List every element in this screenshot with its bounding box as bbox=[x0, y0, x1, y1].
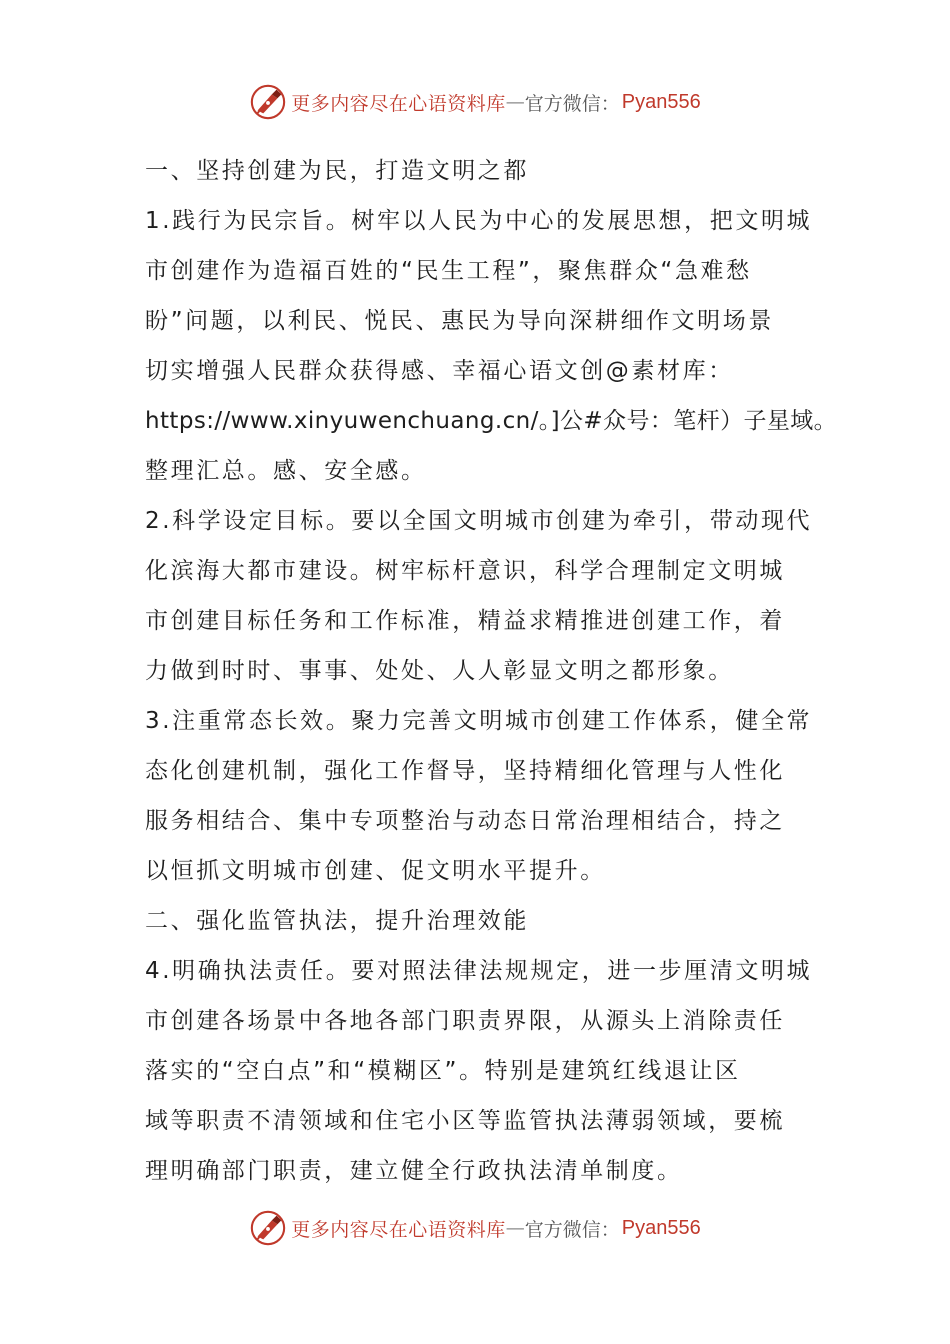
text-line: 化滨海大都市建设。树牢标杆意识，科学合理制定文明城 bbox=[145, 558, 785, 584]
banner-official-label: 官方微信： bbox=[524, 1218, 620, 1241]
text-line: 市创建作为造福百姓的“民生工程”，聚焦群众“急难愁 bbox=[145, 258, 752, 284]
text-line: 切实增强人民群众获得感、幸福心语文创@素材库： bbox=[145, 358, 734, 384]
text-line: 理明确部门职责，建立健全行政执法清单制度。 bbox=[145, 1158, 683, 1184]
text-line: 态化创建机制，强化工作督导，坚持精细化管理与人性化 bbox=[145, 758, 785, 784]
text-line: 落实的“空白点”和“模糊区”。特别是建筑红线退让区 bbox=[145, 1058, 741, 1084]
text-line: 以恒抓文明城市创建、促文明水平提升。 bbox=[145, 858, 606, 884]
text-line: 力做到时时、事事、处处、人人彰显文明之都形象。 bbox=[145, 658, 734, 684]
pen-nib-logo-icon bbox=[249, 1209, 287, 1247]
text-line: 盼”问题，以利民、悦民、惠民为导向深耕细作文明场景 bbox=[145, 308, 774, 334]
banner-dash: — bbox=[505, 91, 525, 113]
text-line: 3.注重常态长效。聚力完善文明城市创建工作体系，健全常 bbox=[145, 708, 813, 734]
pen-nib-logo-icon bbox=[249, 83, 287, 121]
text-line: 2.科学设定目标。要以全国文明城市创建为牵引，带动现代 bbox=[145, 508, 813, 534]
banner-dash: — bbox=[505, 1217, 525, 1239]
banner-wechat-id: Pyan556 bbox=[621, 90, 701, 113]
banner-official-label: 官方微信： bbox=[524, 92, 620, 115]
text-line: 市创建目标任务和工作标准，精益求精推进创建工作，着 bbox=[145, 608, 785, 634]
text-line: 市创建各场景中各地各部门职责界限，从源头上消除责任 bbox=[145, 1008, 785, 1034]
header-banner bbox=[0, 82, 950, 122]
text-line: 4.明确执法责任。要对照法律法规规定，进一步厘清文明城 bbox=[145, 958, 813, 984]
banner-slogan: 更多内容尽在心语资料库 bbox=[291, 92, 506, 115]
text-line: 1.践行为民宗旨。树牢以人民为中心的发展思想，把文明城 bbox=[145, 208, 813, 234]
document-body bbox=[145, 146, 838, 1196]
footer-banner bbox=[0, 1208, 950, 1248]
banner-slogan: 更多内容尽在心语资料库 bbox=[291, 1218, 506, 1241]
section-heading-2: 二、强化监管执法，提升治理效能 bbox=[145, 908, 529, 934]
text-line: 服务相结合、集中专项整治与动态日常治理相结合，持之 bbox=[145, 808, 785, 834]
section-heading-1: 一、坚持创建为民，打造文明之都 bbox=[145, 158, 529, 184]
text-line: 整理汇总。感、安全感。 bbox=[145, 458, 427, 484]
text-line: 域等职责不清领域和住宅小区等监管执法薄弱领域，要梳 bbox=[145, 1108, 785, 1134]
url-text-line: https://www.xinyuwenchuang.cn/。]公#众号：笔杆）子星域。 bbox=[145, 408, 838, 434]
banner-wechat-id: Pyan556 bbox=[621, 1216, 701, 1239]
